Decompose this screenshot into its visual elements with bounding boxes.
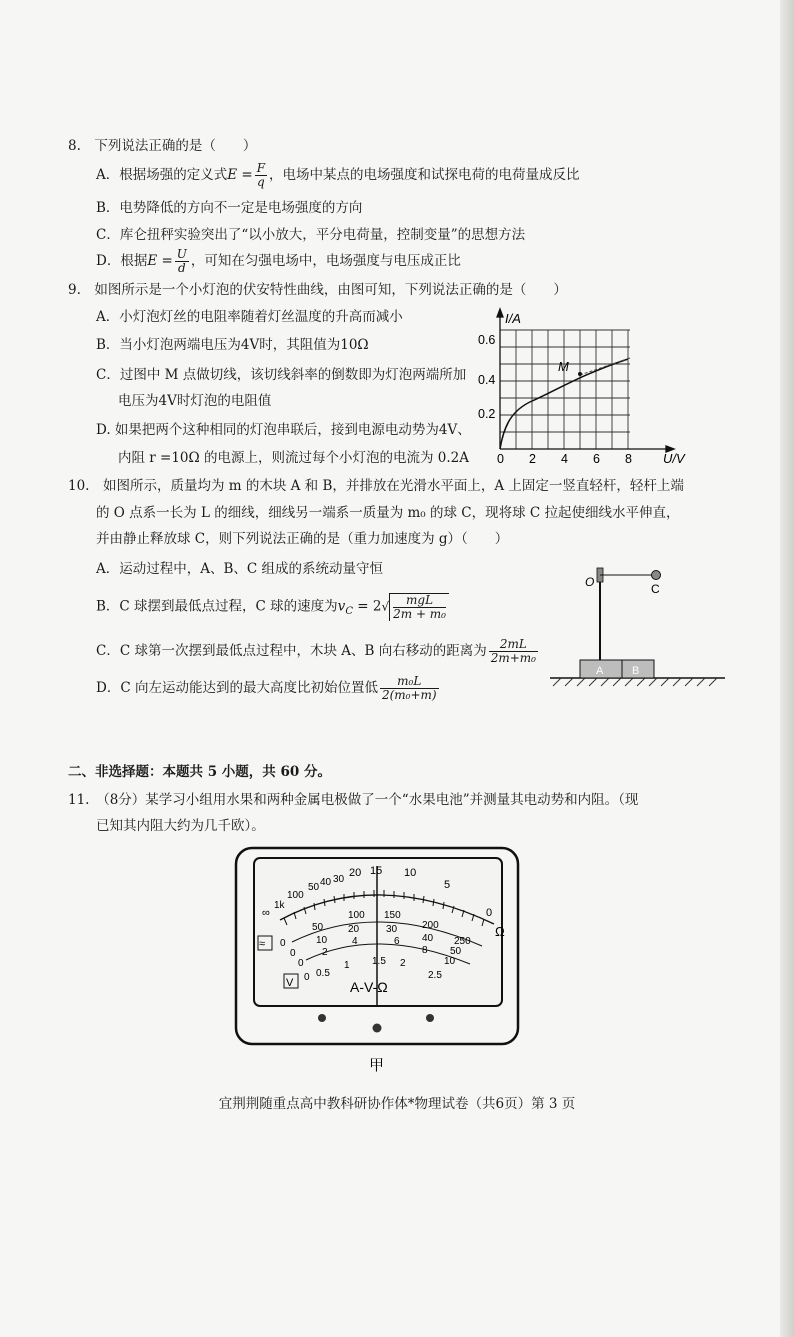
meter-screw-left [318, 1014, 326, 1022]
scale-250-tick-200: 200 [422, 920, 439, 931]
q9-stem: 9. 如图所示是一个小灯泡的伏安特性曲线，由图可知，下列说法正确的是（ ） [68, 282, 567, 298]
block-a-label: A [596, 665, 604, 677]
q10-stem-line1: 10. 如图所示，质量均为 m 的木块 A 和 B，并排放在光滑水平面上，A 上固定一竖直轻杆，轻杆上端 [68, 478, 684, 494]
x-tick-2: 2 [529, 452, 536, 465]
ohm-tick-40: 40 [320, 877, 332, 888]
ohm-tick-20: 20 [349, 867, 362, 879]
scale-50-tick-30: 30 [386, 924, 398, 935]
point-o-label: O [585, 575, 595, 589]
q9-option-b: B．当小灯泡两端电压为4V时，其阻值为10Ω [96, 337, 369, 353]
q8-stem: 8. 下列说法正确的是（ ） [68, 138, 257, 154]
ohm-tick-15: 15 [370, 865, 383, 877]
q10-option-b: B．C 球摆到最低点过程，C 球的速度为$v_C = 2√$ $\frac{\text{mgL}}{\text{2m + m₀}}$ [96, 593, 449, 622]
q10-stem-line3: 并由静止释放球 C，则下列说法正确的是（重力加速度为 g）（ ） [96, 531, 509, 547]
q10-stem-line2: 的 O 点系一长为 L 的细线，细线另一端系一质量为 m₀ 的球 C，现将球 C 拉起使细线水平伸直， [96, 505, 680, 521]
section2-title: 二、非选择题：本题共 5 小题，共 60 分。 [68, 764, 331, 780]
q9-option-a: A．小灯泡灯丝的电阻率随着灯丝温度的升高而减小 [96, 309, 403, 325]
q8-option-d: D．根据E = $\frac{U}{d}$ ，可知在匀强电场中，电场强度与电压成正比 [96, 247, 461, 275]
scale-250-tick-250: 250 [454, 936, 471, 947]
scale-250-tick-100: 100 [348, 910, 365, 921]
scale-250-tick-50: 50 [312, 922, 324, 933]
y-axis-label: I/A [505, 311, 521, 326]
scale-10-tick-2: 2 [322, 947, 328, 958]
ohm-tick-30: 30 [333, 874, 345, 885]
scale-2.5-tick-0: 0 [304, 972, 310, 983]
graph-axes [497, 309, 674, 452]
x-tick-4: 4 [561, 452, 568, 465]
scale-10-tick-8: 8 [422, 945, 428, 956]
figure-caption: 甲 [369, 1057, 385, 1074]
q10-option-d: D．C 向左运动能达到的最大高度比初始位置低 $\frac{\text{m₀L}}{\text{2(m₀+m)}}$ [96, 674, 437, 702]
q11-stem-line2: 已知其内阻大约为几千欧）。 [96, 818, 265, 834]
page-edge-shadow [780, 0, 794, 1337]
meter-zero-adjust [373, 1024, 382, 1033]
scale-10-tick-4: 4 [352, 936, 358, 947]
scale-10-tick-0: 0 [298, 958, 304, 969]
q8-option-b: B．电势降低的方向不一定是电场强度的方向 [96, 200, 363, 216]
scale-10-tick-10: 10 [444, 956, 456, 967]
x-tick-8: 8 [625, 452, 632, 465]
ac-mark: ≈ [259, 938, 266, 950]
y-tick-0.4: 0.4 [478, 373, 496, 387]
meter-screw-right [426, 1014, 434, 1022]
ohm-tick-1k: 1k [274, 900, 285, 911]
scale-50-tick-40: 40 [422, 933, 434, 944]
scale-10-tick-6: 6 [394, 936, 400, 947]
meter-label: A-V-Ω [350, 979, 388, 995]
page-footer: 宜荆荆随重点高中教科研协作体*物理试卷（共6页）第 3 页 [218, 1096, 576, 1112]
ohm-tick-10: 10 [404, 867, 417, 879]
y-tick-0.2: 0.2 [478, 407, 496, 421]
ohm-tick-inf: ∞ [262, 907, 270, 919]
ohm-unit: Ω [495, 924, 505, 939]
iv-curve-graph [470, 305, 700, 465]
scale-250-tick-0: 0 [280, 938, 286, 949]
q10-option-a: A．运动过程中，A、B、C 组成的系统动量守恒 [96, 561, 384, 577]
multimeter-figure [232, 846, 522, 1086]
graph-grid [500, 330, 630, 449]
scale-50-tick-10: 10 [316, 935, 328, 946]
point-m-label: M [558, 359, 569, 374]
scale-50-tick-50: 50 [450, 946, 462, 957]
ohm-tick-50: 50 [308, 882, 320, 893]
q8-option-c: C．库仑扭秤实验突出了“以小放大，平分电荷量，控制变量”的思想方法 [96, 227, 526, 243]
q9-option-c-line2: 电压为4V时灯泡的电阻值 [118, 393, 272, 409]
ohm-tick-0: 0 [486, 907, 493, 919]
q10-option-c: C．C 球第一次摆到最低点过程中，木块 A、B 向右移动的距离为 $\frac{2mL}{\text{2m+m₀}}$ [96, 637, 536, 665]
scale-2.5-tick-2: 2 [400, 958, 406, 969]
q11-stem-line1: 11. （8分）某学习小组用水果和两种金属电极做了一个“水果电池”并测量其电动势和内阻。（现 [68, 792, 639, 808]
x-tick-6: 6 [593, 452, 600, 465]
q10-figure [545, 560, 730, 690]
ohm-tick-5: 5 [444, 879, 451, 891]
ground-hatching [553, 678, 717, 686]
x-tick-0: 0 [497, 452, 504, 465]
ohm-tick-100: 100 [287, 890, 304, 901]
x-axis-label: U/V [663, 451, 685, 465]
q9-option-c-line1: C．过图中 M 点做切线，该切线斜率的倒数即为灯泡两端所加 [96, 367, 467, 383]
block-b-label: B [632, 665, 640, 677]
q8-option-a: A．根据场强的定义式E = $\frac{F}{q}$ ，电场中某点的电场强度和试探电荷的电荷量成反比 [96, 161, 580, 189]
q9-option-d-line1: D. 如果把两个这种相同的灯泡串联后，接到电源电动势为4V、 [96, 422, 471, 438]
ball-c [652, 571, 661, 580]
y-tick-0.6: 0.6 [478, 333, 496, 347]
scale-2.5-tick-1: 1 [344, 960, 350, 971]
scale-2.5-tick-0.5: 0.5 [316, 968, 330, 979]
scale-250-tick-150: 150 [384, 910, 401, 921]
scale-2.5-tick-1.5: 1.5 [372, 956, 386, 967]
scale-50-tick-20: 20 [348, 924, 360, 935]
q9-option-d-line2: 内阻 r =10Ω 的电源上，则流过每个小灯泡的电流为 0.2A [118, 450, 470, 466]
ball-c-label: C [651, 582, 660, 596]
dc-mark: V [286, 977, 294, 989]
scale-50-tick-0: 0 [290, 948, 296, 959]
point-m-marker [578, 372, 582, 376]
scale-2.5-tick-2.5: 2.5 [428, 970, 442, 981]
